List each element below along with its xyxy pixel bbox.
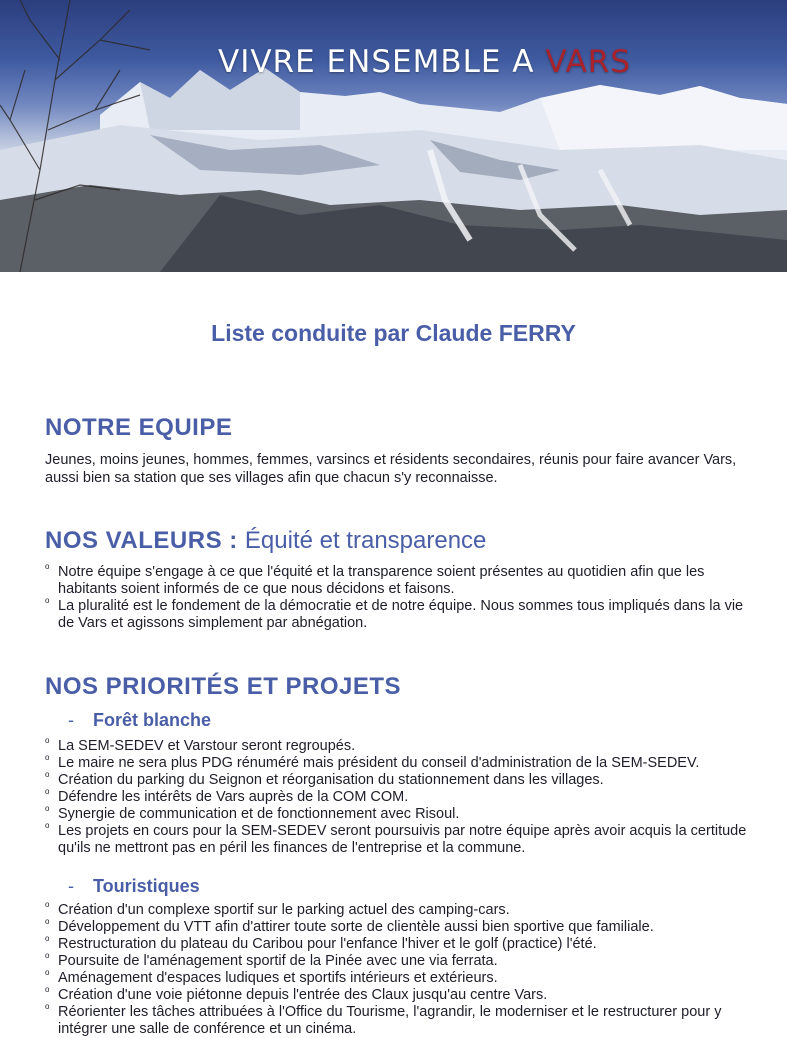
- foret-list: [45, 738, 750, 857]
- list-item: o Notre équipe s'engage à ce que l'équité et la transparence soient présentes au quotidien afin que les habitants soient informés de ce que nous décidons et faisons.: [45, 564, 750, 598]
- list-item: o Le maire ne sera plus PDG rénuméré mais président du conseil d'administration de la SEM-SEDEV.: [45, 755, 750, 772]
- list-item: o Développement du VTT afin d'attirer toute sorte de clientèle aussi bien sportive que familiale.: [45, 919, 750, 936]
- list-item: o Défendre les intérêts de Vars auprès de la COM COM.: [45, 789, 750, 806]
- list-item: o Synergie de communication et de fonctionnement avec Risoul.: [45, 806, 750, 823]
- equipe-paragraph: Jeunes, moins jeunes, hommes, femmes, varsincs et résidents secondaires, réunis pour faire avancer Vars, aussi bien sa station que ses villages afin que chacun s'y reconnaisse.: [45, 452, 737, 486]
- list-item: o Aménagement d'espaces ludiques et sportifs intérieurs et extérieurs.: [45, 970, 750, 987]
- lead-title: Liste conduite par Claude FERRY: [211, 320, 576, 346]
- list-item: o Création d'un complexe sportif sur le parking actuel des camping-cars.: [45, 902, 750, 919]
- section-heading-valeurs: NOS VALEURS : Équité et transparence: [45, 527, 487, 554]
- valeurs-list: [45, 564, 750, 632]
- list-item: o Les projets en cours pour la SEM-SEDEV seront poursuivis par notre équipe après avoir acquis la certitude qu'ils ne mettront pas en péril les finances de l'entreprise et la commune.: [45, 823, 750, 857]
- section-heading-equipe: NOTRE EQUIPE: [45, 414, 233, 441]
- mountain-landscape-image: [0, 0, 787, 272]
- banner: [0, 0, 787, 272]
- list-item: o Poursuite de l'aménagement sportif de la Pinée avec une via ferrata.: [45, 953, 750, 970]
- list-item: o Réorienter les tâches attribuées à l'Office du Tourisme, l'agrandir, le moderniser et le restructurer pour y intégrer une salle de conférence et un cinéma.: [45, 1004, 750, 1038]
- section-heading-priorites: NOS PRIORITÉS ET PROJETS: [45, 673, 402, 700]
- subsection-heading-foret: - Forêt blanche: [68, 710, 212, 730]
- subsection-heading-touristiques: - Touristiques: [68, 876, 200, 896]
- list-item: o La SEM-SEDEV et Varstour seront regroupés.: [45, 738, 750, 755]
- list-item: o Restructuration du plateau du Caribou pour l'enfance l'hiver et le golf (practice) l'été.: [45, 936, 750, 953]
- page-title: VIVRE ENSEMBLE A VARS: [218, 44, 632, 80]
- touristiques-list: [45, 902, 750, 1038]
- list-item: o La pluralité est le fondement de la démocratie et de notre équipe. Nous sommes tous impliqués dans la vie de Vars et agissons simplement par abnégation.: [45, 598, 750, 632]
- list-item: o Création d'une voie piétonne depuis l'entrée des Claux jusqu'au centre Vars.: [45, 987, 750, 1004]
- list-item: o Création du parking du Seignon et réorganisation du stationnement dans les villages.: [45, 772, 750, 789]
- valeurs-subheading: Équité et transparence: [244, 527, 487, 554]
